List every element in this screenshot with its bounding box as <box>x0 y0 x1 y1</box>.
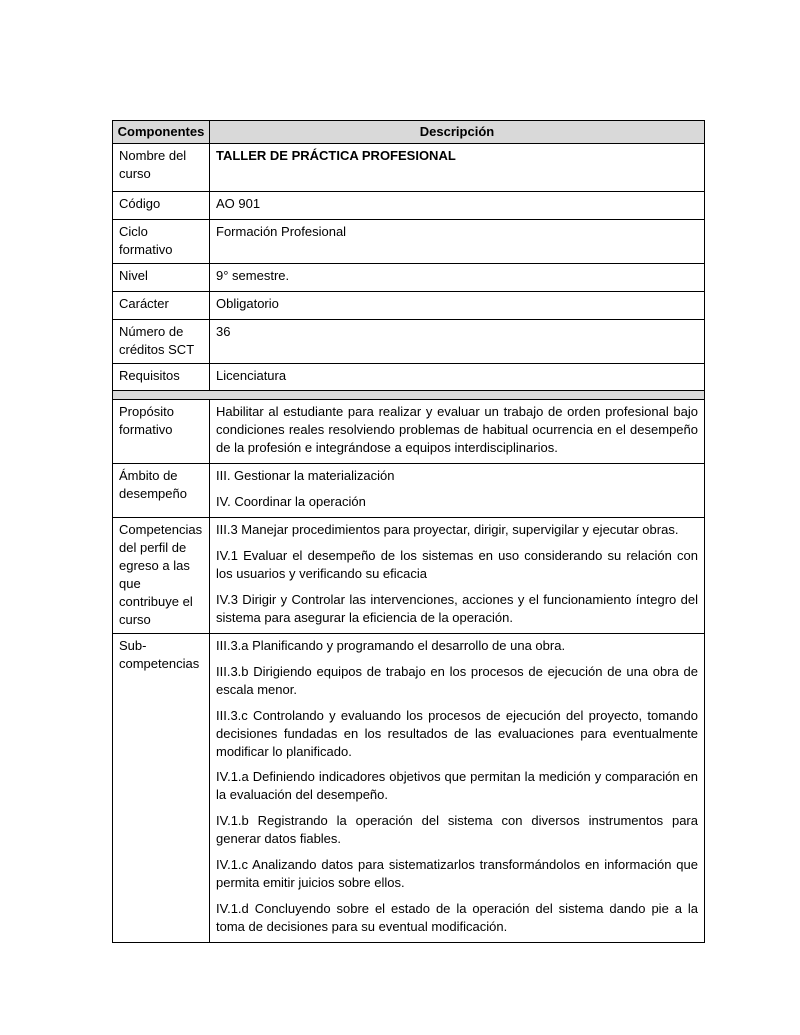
description-cell <box>210 219 705 263</box>
description-cell <box>210 464 705 518</box>
component-label: Nivel <box>113 263 210 291</box>
component-label: Carácter <box>113 291 210 319</box>
course-description-table <box>112 120 705 943</box>
table-row <box>113 263 705 291</box>
description-cell <box>210 400 705 464</box>
scope-item: III. Gestionar la materialización <box>216 468 395 484</box>
table-row <box>113 363 705 391</box>
component-label: Ámbito de desempeño <box>113 464 210 518</box>
header-description: Descripción <box>210 121 705 144</box>
component-label: Ciclo formativo <box>113 219 210 263</box>
table-row <box>113 219 705 263</box>
competency-item: IV.3 Dirigir y Controlar las intervenciones, acciones y el funcionamiento íntegro del sistema para asegurar la eficiencia de la operación. <box>216 591 698 625</box>
description-cell <box>210 518 705 634</box>
component-label: Código <box>113 191 210 219</box>
component-label: Competencias del perfil de egreso a las que contribuye el curso <box>113 518 210 634</box>
table-header-row <box>113 121 705 144</box>
scope-item: IV. Coordinar la operación <box>216 494 366 510</box>
competency-item: IV.1 Evaluar el desempeño de los sistemas en uso considerando su relación con los usuarios y verificando su eficacia <box>216 548 698 581</box>
purpose-text: Habilitar al estudiante para realizar y evaluar un trabajo de orden profesional bajo condiciones reales resolviendo problemas de habitual ocurrencia en el desempeño de la profesión e integrándose a equipos interdisciplinarios. <box>216 404 698 456</box>
level-value: 9° semestre. <box>216 267 290 283</box>
description-cell <box>210 633 705 942</box>
component-label: Requisitos <box>113 363 210 391</box>
description-cell <box>210 363 705 391</box>
description-cell <box>210 191 705 219</box>
component-label: Número de créditos SCT <box>113 319 210 363</box>
subcompetency-item: III.3.c Controlando y evaluando los procesos de ejecución del proyecto, tomando decisiones fundadas en los resultados de las evaluaciones para eventualmente modificar lo planificado. <box>216 707 698 759</box>
course-name-value: TALLER DE PRÁCTICA PROFESIONAL <box>216 147 456 163</box>
subcompetency-item: IV.1.b Registrando la operación del sistema con diversos instrumentos para generar datos fiables. <box>216 813 698 847</box>
table-row <box>113 464 705 518</box>
description-cell <box>210 319 705 363</box>
credits-value: 36 <box>216 323 231 339</box>
table-row <box>113 291 705 319</box>
component-label: Sub-competencias <box>113 633 210 942</box>
subcompetency-item: III.3.a Planificando y programando el desarrollo de una obra. <box>216 637 566 653</box>
requirements-value: Licenciatura <box>216 367 287 383</box>
cycle-value: Formación Profesional <box>216 223 347 239</box>
subcompetency-item: IV.1.a Definiendo indicadores objetivos que permitan la medición y comparación en la evaluación del desempeño. <box>216 769 698 803</box>
component-label: Nombre del curso <box>113 143 210 191</box>
description-cell <box>210 291 705 319</box>
table-row <box>113 319 705 363</box>
table-row <box>113 633 705 942</box>
character-value: Obligatorio <box>216 295 279 311</box>
subcompetency-item: IV.1.d Concluyendo sobre el estado de la operación del sistema dando pie a la toma de decisiones para su eventual modificación. <box>216 901 698 934</box>
table-row <box>113 191 705 219</box>
header-components: Componentes <box>113 121 210 144</box>
course-code-value: AO 901 <box>216 195 261 211</box>
description-cell <box>210 263 705 291</box>
competency-item: III.3 Manejar procedimientos para proyectar, dirigir, supervigilar y ejecutar obras. <box>216 522 679 538</box>
separator-cell <box>113 391 705 400</box>
table-row <box>113 518 705 634</box>
component-label: Propósito formativo <box>113 400 210 464</box>
table-row <box>113 400 705 464</box>
subcompetency-item: IV.1.c Analizando datos para sistematizarlos transformándolos en información que permita emitir juicios sobre ellos. <box>216 857 698 891</box>
table-row <box>113 143 705 191</box>
subcompetency-item: III.3.b Dirigiendo equipos de trabajo en los procesos de ejecución de una obra de escala menor. <box>216 663 698 697</box>
separator-row <box>113 391 705 400</box>
description-cell <box>210 143 705 191</box>
document-page <box>112 120 704 943</box>
